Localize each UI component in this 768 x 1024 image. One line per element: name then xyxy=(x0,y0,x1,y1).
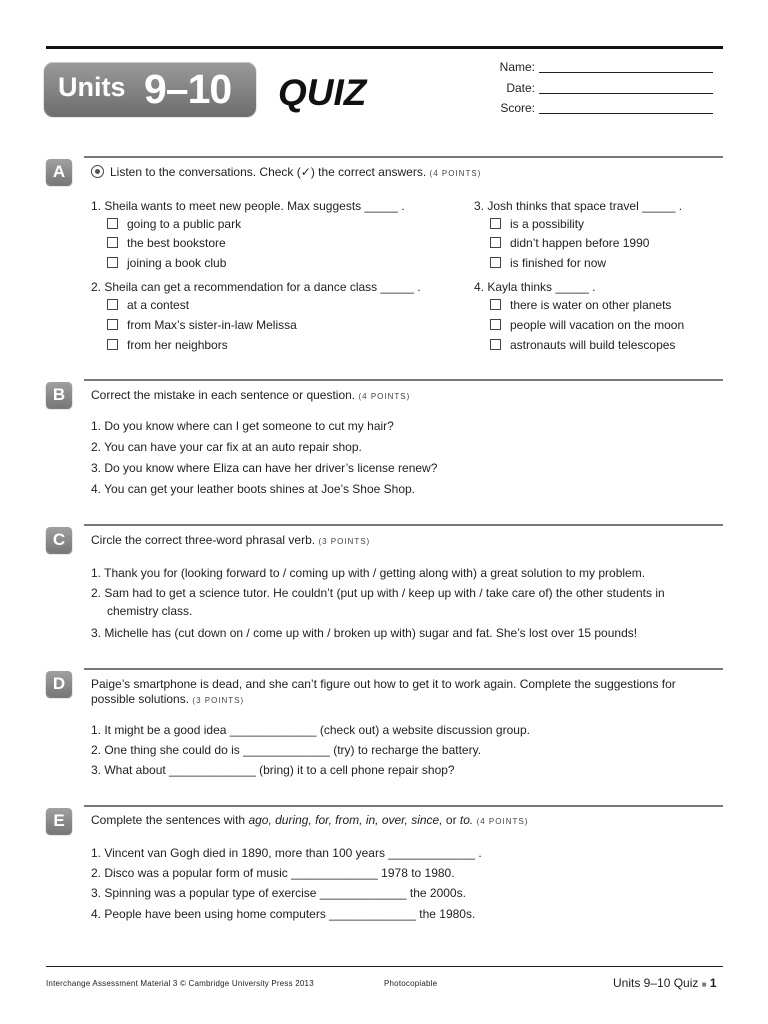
section-d-instruction xyxy=(91,677,716,708)
item-c2: 2. Sam had to get a science tutor. He couldn’t (put up with / keep up with / take care of) the other students in xyxy=(91,586,665,600)
date-label: Date: xyxy=(506,81,535,95)
option-a3-2[interactable] xyxy=(490,236,649,250)
section-c-instruction-text: Circle the correct three-word phrasal verb. xyxy=(91,533,316,547)
checkbox[interactable] xyxy=(490,237,501,248)
item-c3: 3. Michelle has (cut down on / come up with / broken up with) sugar and fat. She’s lost over 15 pounds! xyxy=(91,626,638,640)
section-d-instruction-line1: Paige’s smartphone is dead, and she can’t figure out how to get it to work again. Complete the suggestions for xyxy=(91,677,676,691)
top-rule xyxy=(46,46,723,49)
option-a2-2[interactable] xyxy=(107,318,297,332)
name-label: Name: xyxy=(499,60,535,74)
option-label: the best bookstore xyxy=(127,236,226,250)
audio-icon[interactable] xyxy=(91,165,104,178)
section-d-rule xyxy=(84,668,723,670)
checkbox[interactable] xyxy=(107,218,118,229)
section-b-badge: B xyxy=(46,382,72,408)
item-d2: 2. One thing she could do is _____________ (try) to recharge the battery. xyxy=(91,743,482,757)
section-e-points: (4 POINTS) xyxy=(476,817,529,826)
checkbox[interactable] xyxy=(107,299,118,310)
section-d-instruction-text: possible solutions. xyxy=(91,692,190,706)
question-a1: 1. Sheila wants to meet new people. Max suggests _____ . xyxy=(91,199,405,213)
checkbox[interactable] xyxy=(490,339,501,350)
checkbox[interactable] xyxy=(107,339,118,350)
option-a3-1[interactable] xyxy=(490,217,584,231)
section-a-points: (4 POINTS) xyxy=(429,169,482,178)
page-number: 1 xyxy=(709,976,717,990)
option-label: astronauts will build telescopes xyxy=(510,338,676,352)
checkbox[interactable] xyxy=(107,319,118,330)
units-range: 9–10 xyxy=(144,66,232,112)
item-b4: 4. You can get your leather boots shines at Joe’s Shoe Shop. xyxy=(91,482,416,496)
option-a2-1[interactable] xyxy=(107,298,189,312)
footer-bullet: ■ xyxy=(701,980,707,989)
question-a2: 2. Sheila can get a recommendation for a dance class _____ . xyxy=(91,280,421,294)
name-line[interactable] xyxy=(539,60,713,73)
item-e2: 2. Disco was a popular form of music _____________ 1978 to 1980. xyxy=(91,866,455,880)
score-field[interactable] xyxy=(483,101,713,115)
section-c-rule xyxy=(84,524,723,526)
section-b-instruction-text: Correct the mistake in each sentence or question. xyxy=(91,388,356,402)
option-a4-1[interactable] xyxy=(490,298,671,312)
option-label: from her neighbors xyxy=(127,338,228,352)
section-e-or: or xyxy=(445,813,457,827)
section-b-instruction xyxy=(91,388,716,404)
footer-copyright: Interchange Assessment Material 3 © Cambridge University Press 2013 xyxy=(46,979,314,988)
option-label: at a contest xyxy=(127,298,190,312)
option-a4-2[interactable] xyxy=(490,318,684,332)
name-field[interactable] xyxy=(483,60,713,74)
section-c-instruction xyxy=(91,533,716,549)
item-c1: 1. Thank you for (looking forward to / coming up with / getting along with) a great solution to my problem. xyxy=(91,566,646,580)
item-e3: 3. Spinning was a popular type of exercise _____________ the 2000s. xyxy=(91,886,466,900)
checkbox[interactable] xyxy=(490,319,501,330)
section-a-instruction xyxy=(91,165,716,181)
score-label: Score: xyxy=(500,101,535,115)
option-a1-3[interactable] xyxy=(107,256,226,270)
option-label: there is water on other planets xyxy=(510,298,672,312)
section-a-badge: A xyxy=(46,159,72,185)
section-e-badge: E xyxy=(46,808,72,834)
item-b3: 3. Do you know where Eliza can have her driver’s license renew? xyxy=(91,461,438,475)
option-a1-2[interactable] xyxy=(107,236,226,250)
section-a-rule xyxy=(84,156,723,158)
footer-quiz-label xyxy=(613,976,717,990)
item-c2-cont: chemistry class. xyxy=(107,604,193,618)
section-e-rule xyxy=(84,805,723,807)
option-label: is a possibility xyxy=(510,217,585,231)
section-d-instruction-line2 xyxy=(91,692,716,708)
option-label: joining a book club xyxy=(127,256,227,270)
section-e-last-word: to. xyxy=(459,813,474,827)
option-label: people will vacation on the moon xyxy=(510,318,685,332)
score-line[interactable] xyxy=(539,101,713,114)
option-a4-3[interactable] xyxy=(490,338,675,352)
section-c-points: (3 POINTS) xyxy=(318,537,371,546)
option-label: from Max’s sister-in-law Melissa xyxy=(127,318,297,332)
item-d3: 3. What about _____________ (bring) it to a cell phone repair shop? xyxy=(91,763,455,777)
item-b2: 2. You can have your car fix at an auto repair shop. xyxy=(91,440,362,454)
option-label: didn’t happen before 1990 xyxy=(510,236,650,250)
section-b-rule xyxy=(84,379,723,381)
footer-rule xyxy=(46,966,723,967)
question-a3: 3. Josh thinks that space travel _____ . xyxy=(474,199,683,213)
section-d-badge: D xyxy=(46,671,72,697)
option-a3-3[interactable] xyxy=(490,256,606,270)
option-label: is finished for now xyxy=(510,256,607,270)
checkbox[interactable] xyxy=(107,257,118,268)
footer-photocopiable: Photocopiable xyxy=(384,979,438,988)
checkbox[interactable] xyxy=(490,299,501,310)
section-b-points: (4 POINTS) xyxy=(358,392,411,401)
section-e-instruction-text: Complete the sentences with xyxy=(91,813,246,827)
footer-quiz-title: Units 9–10 Quiz xyxy=(613,976,699,990)
section-e-instruction xyxy=(91,813,716,829)
section-c-badge: C xyxy=(46,527,72,553)
checkbox[interactable] xyxy=(490,218,501,229)
date-line[interactable] xyxy=(539,81,713,94)
section-e-words: ago, during, for, from, in, over, since, xyxy=(248,813,443,827)
quiz-title: QUIZ xyxy=(278,72,367,113)
item-e1: 1. Vincent van Gogh died in 1890, more than 100 years _____________ . xyxy=(91,846,482,860)
question-a4: 4. Kayla thinks _____ . xyxy=(474,280,596,294)
item-b1: 1. Do you know where can I get someone to cut my hair? xyxy=(91,419,394,433)
section-d-points: (3 POINTS) xyxy=(192,696,245,705)
section-a-instruction-text: Listen to the conversations. Check (✓) the correct answers. xyxy=(110,165,427,179)
option-label: going to a public park xyxy=(127,217,242,231)
item-e4: 4. People have been using home computers _____________ the 1980s. xyxy=(91,907,476,921)
checkbox[interactable] xyxy=(490,257,501,268)
option-a2-3[interactable] xyxy=(107,338,228,352)
option-a1-1[interactable] xyxy=(107,217,241,231)
date-field[interactable] xyxy=(483,81,713,95)
units-word: Units xyxy=(58,72,126,102)
item-d1: 1. It might be a good idea _____________ (check out) a website discussion group. xyxy=(91,723,530,737)
checkbox[interactable] xyxy=(107,237,118,248)
